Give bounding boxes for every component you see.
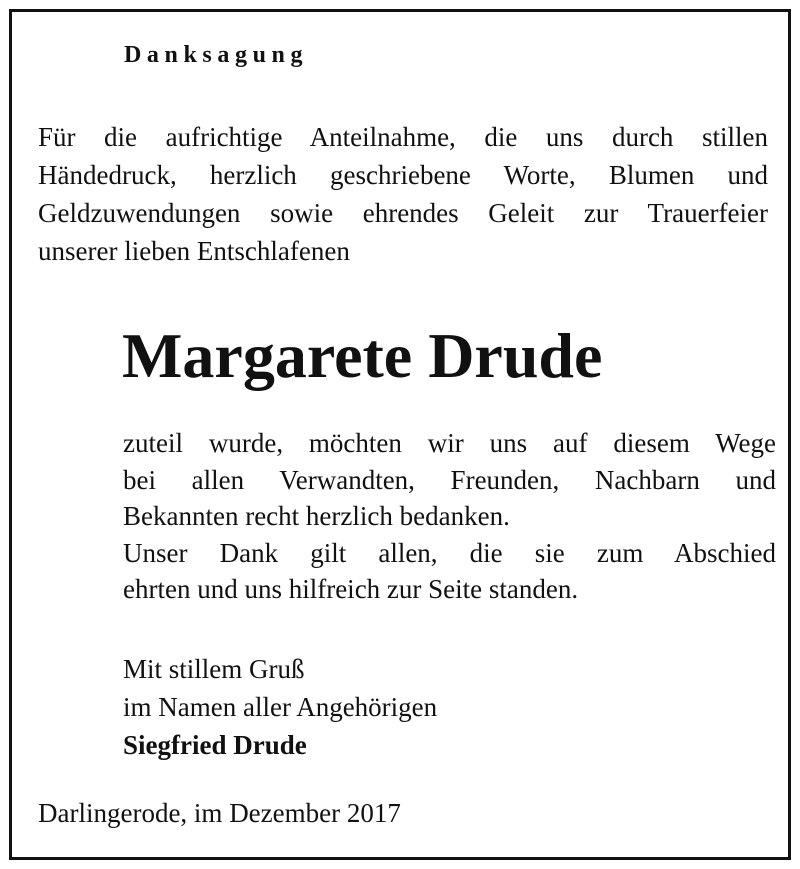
deceased-name: Margarete Drude: [122, 320, 603, 391]
place-date: Darlingerode, im Dezember 2017: [38, 798, 401, 828]
body-line: bei allen Verwandten, Freunden, Nachbarn und: [123, 464, 776, 495]
body-line: ehrten und uns hilfreich zur Seite standen.: [123, 574, 579, 604]
notice-frame: [9, 9, 791, 860]
body-line: Bekannten recht herzlich bedanken.: [123, 501, 510, 531]
notice-heading: Danksagung: [124, 42, 309, 68]
intro-line: Für die aufrichtige Anteilnahme, die uns durch stillen: [38, 122, 768, 152]
intro-line: Händedruck, herzlich geschriebene Worte, Blumen und: [38, 160, 768, 190]
body-paragraph: [123, 425, 776, 608]
body-line: zuteil wurde, möchten wir uns auf diesem Wege: [123, 428, 776, 458]
greeting-line: im Namen aller Angehörigen: [123, 692, 438, 722]
body-line: Unser Dank gilt allen, die sie zum Abschied: [123, 537, 776, 568]
greeting-block: [123, 650, 437, 764]
intro-line: Geldzuwendungen sowie ehrendes Geleit zur Trauerfeier: [38, 198, 768, 228]
intro-paragraph: [38, 118, 768, 270]
signer-name: Siegfried Drude: [123, 730, 307, 760]
greeting-line: Mit stillem Gruß: [123, 654, 305, 684]
intro-line: unserer lieben Entschlafenen: [38, 236, 350, 266]
